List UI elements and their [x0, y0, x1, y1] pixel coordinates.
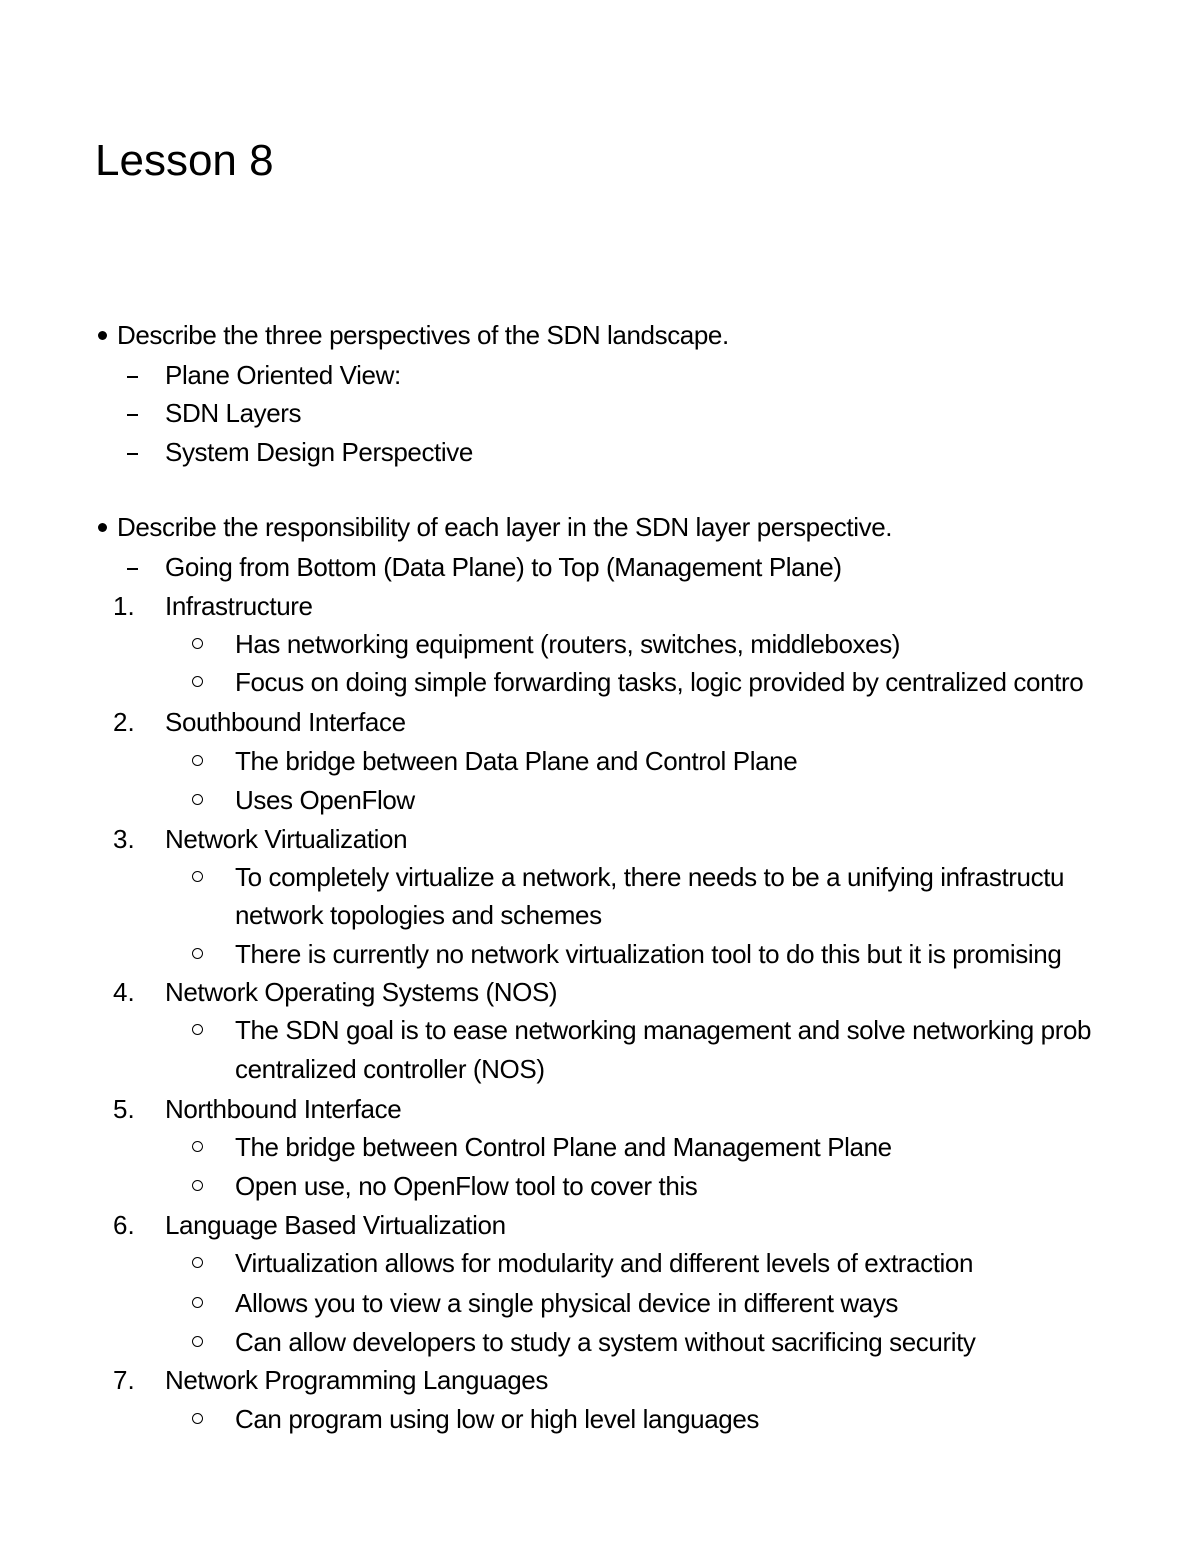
- page-title: Lesson 8: [95, 136, 274, 185]
- circle-bullet-icon: [192, 1257, 203, 1268]
- circle-bullet-icon: [192, 676, 203, 687]
- q1-item: SDN Layers: [165, 398, 302, 428]
- layer-point: Focus on doing simple forwarding tasks, logic provided by centralized contro: [235, 667, 1084, 697]
- circle-bullet-icon: [192, 1336, 203, 1347]
- dash-icon: [127, 414, 138, 416]
- layer-point-continuation: network topologies and schemes: [235, 900, 602, 930]
- circle-bullet-icon: [192, 1141, 203, 1152]
- layer-point: Can program using low or high level languages: [235, 1404, 759, 1434]
- layer-point: Allows you to view a single physical device in different ways: [235, 1288, 899, 1318]
- layer-name: Network Programming Languages: [165, 1365, 548, 1395]
- list-number: 4.: [113, 977, 135, 1007]
- layer-name: Northbound Interface: [165, 1094, 402, 1124]
- circle-bullet-icon: [192, 1413, 203, 1424]
- dash-icon: [127, 453, 138, 455]
- q2-intro: Going from Bottom (Data Plane) to Top (Management Plane): [165, 552, 842, 582]
- circle-bullet-icon: [192, 948, 203, 959]
- circle-bullet-icon: [192, 1024, 203, 1035]
- circle-bullet-icon: [192, 871, 203, 882]
- dash-icon: [127, 568, 138, 570]
- q1-item: System Design Perspective: [165, 437, 473, 467]
- layer-point: To completely virtualize a network, there needs to be a unifying infrastructu: [235, 862, 1065, 892]
- layer-point: The SDN goal is to ease networking management and solve networking prob: [235, 1015, 1092, 1045]
- layer-point: Can allow developers to study a system without sacrificing security: [235, 1327, 976, 1357]
- list-number: 6.: [113, 1210, 135, 1240]
- layer-point: The bridge between Data Plane and Control Plane: [235, 746, 798, 776]
- layer-name: Southbound Interface: [165, 707, 406, 737]
- layer-point-continuation: centralized controller (NOS): [235, 1054, 545, 1084]
- question-1: Describe the three perspectives of the SDN landscape.: [117, 320, 729, 350]
- list-number: 7.: [113, 1365, 135, 1395]
- dash-icon: [127, 376, 138, 378]
- circle-bullet-icon: [192, 794, 203, 805]
- layer-point: Has networking equipment (routers, switches, middleboxes): [235, 629, 901, 659]
- layer-name: Language Based Virtualization: [165, 1210, 506, 1240]
- layer-name: Infrastructure: [165, 591, 313, 621]
- layer-name: Network Virtualization: [165, 824, 408, 854]
- list-number: 2.: [113, 707, 135, 737]
- circle-bullet-icon: [192, 638, 203, 649]
- layer-name: Network Operating Systems (NOS): [165, 977, 558, 1007]
- bullet-dot-icon: [98, 523, 107, 532]
- q1-item: Plane Oriented View:: [165, 360, 401, 390]
- bullet-dot-icon: [98, 331, 107, 340]
- circle-bullet-icon: [192, 1180, 203, 1191]
- layer-point: Uses OpenFlow: [235, 785, 415, 815]
- list-number: 3.: [113, 824, 135, 854]
- layer-point: Virtualization allows for modularity and different levels of extraction: [235, 1248, 974, 1278]
- circle-bullet-icon: [192, 1297, 203, 1308]
- question-2: Describe the responsibility of each layer in the SDN layer perspective.: [117, 512, 893, 542]
- layer-point: The bridge between Control Plane and Management Plane: [235, 1132, 892, 1162]
- layer-point: Open use, no OpenFlow tool to cover this: [235, 1171, 698, 1201]
- circle-bullet-icon: [192, 755, 203, 766]
- layer-point: There is currently no network virtualization tool to do this but it is promising: [235, 939, 1062, 969]
- list-number: 1.: [113, 591, 135, 621]
- list-number: 5.: [113, 1094, 135, 1124]
